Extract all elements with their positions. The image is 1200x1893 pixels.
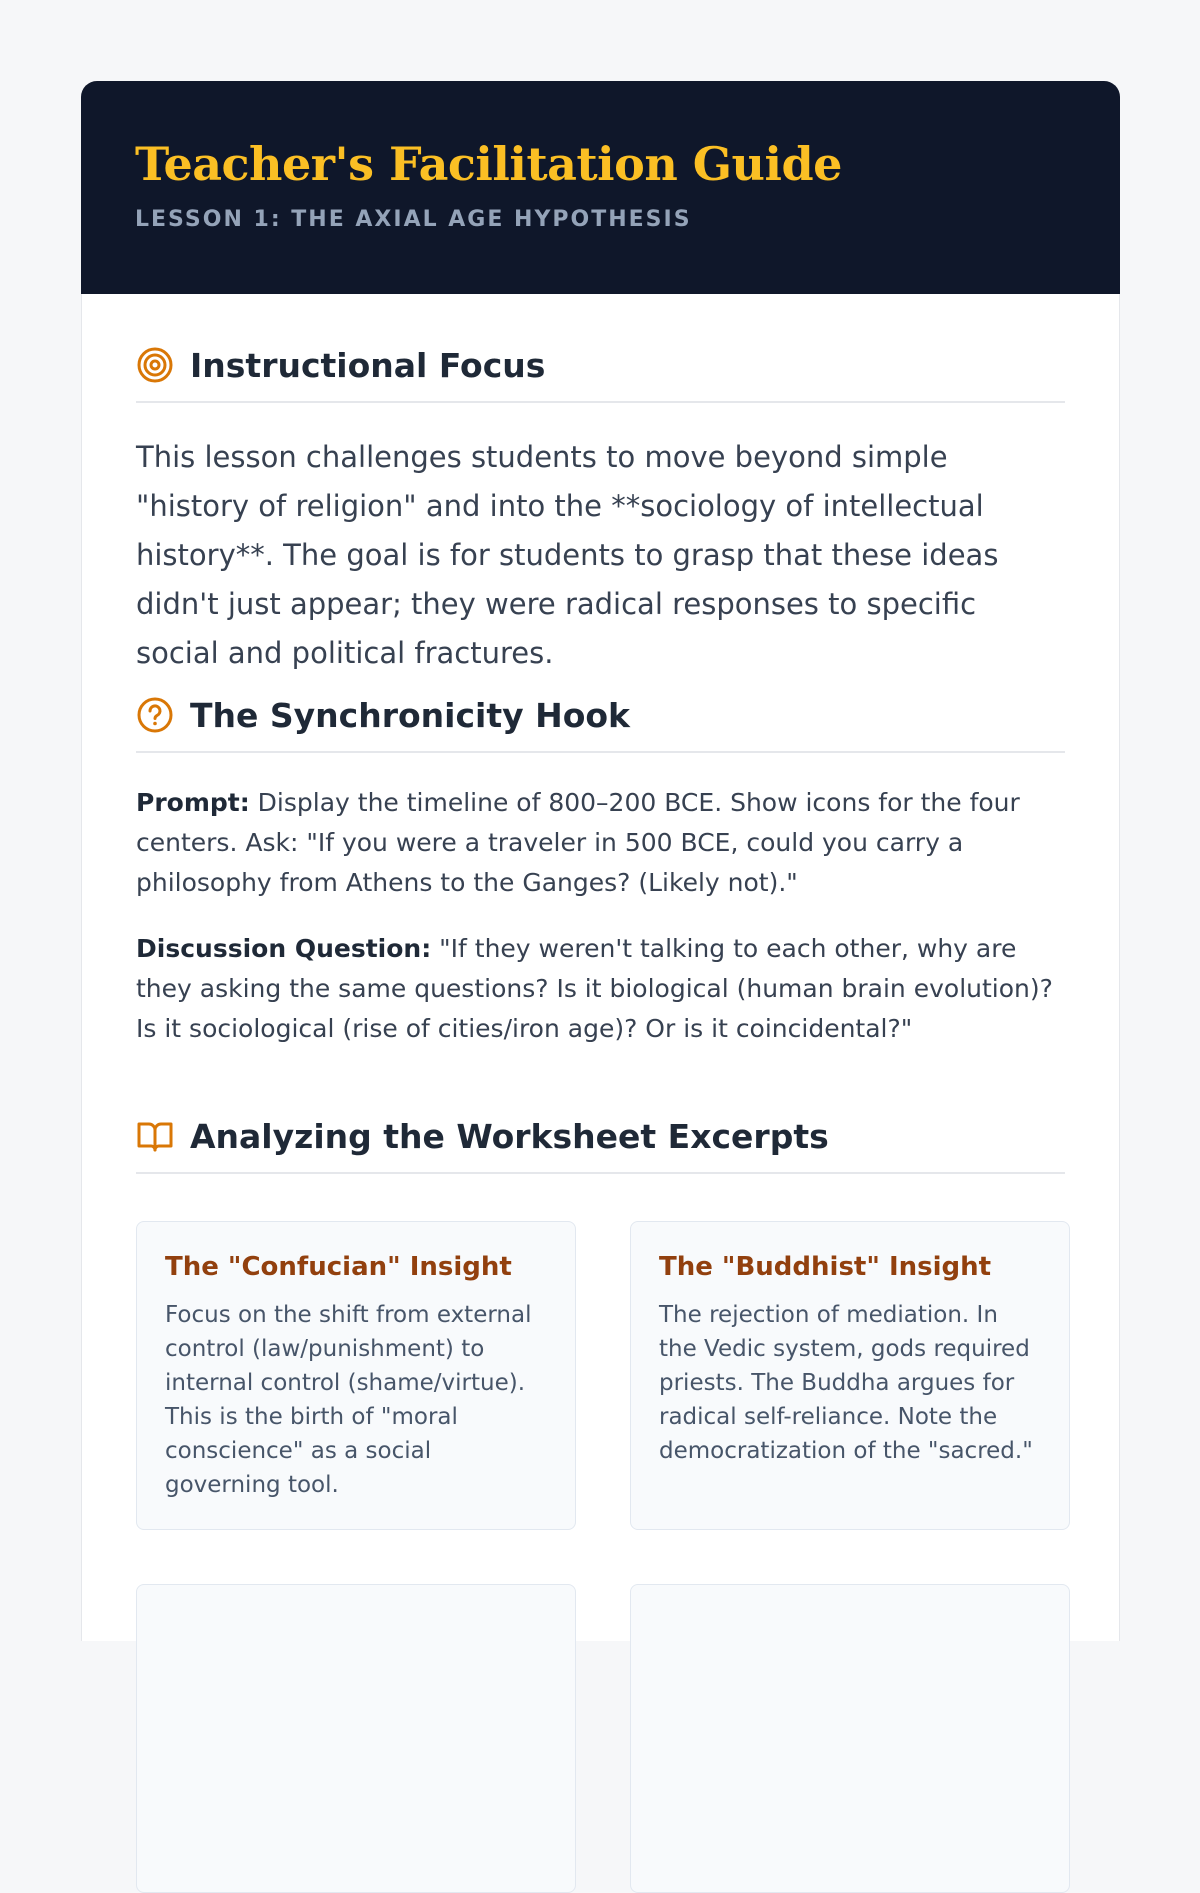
card-text: The rejection of mediation. In the Vedic system, gods required priests. The Buddha argues for radical self-reliance. Note the democratization of the "sacred.": [659, 1302, 1033, 1464]
page-title: Teacher's Facilitation Guide: [135, 137, 842, 191]
card-text: Focus on the shift from external control (law/punishment) to internal control (shame/virtue). This is the birth of "moral conscience" as a social governing tool.: [165, 1302, 532, 1498]
section-title: The Synchronicity Hook: [190, 695, 631, 735]
discussion-question-label: Discussion Question:: [136, 934, 432, 963]
section-header: [136, 1112, 1065, 1174]
lesson-subtitle: LESSON 1: THE AXIAL AGE HYPOTHESIS: [135, 207, 692, 232]
insight-cards: [136, 1221, 1065, 1893]
section-title: Analyzing the Worksheet Excerpts: [190, 1116, 829, 1156]
target-icon: [136, 346, 174, 384]
prompt-text: Display the timeline of 800–200 BCE. Show icons for the four centers. Ask: "If you were a traveler in 500 BCE, could you carry a philosophy from Athens to the Ganges? (Likely not).": [136, 788, 1020, 897]
section-worksheet-excerpts: [136, 1112, 1065, 1174]
section-header: [136, 691, 1065, 753]
question-circle-icon: [136, 696, 174, 734]
open-book-icon: [136, 1117, 174, 1155]
card-title: The "Buddhist" Insight: [659, 1252, 992, 1282]
section-synchronicity-hook: [136, 691, 1065, 1049]
insight-card: [136, 1584, 576, 1893]
discussion-question-paragraph: [136, 929, 1065, 1049]
guide-header: [81, 81, 1120, 294]
discussion-question-text: "If they weren't talking to each other, why are they asking the same questions? Is it biological (human brain evolution)? Is it sociological (rise of cities/iron age)? Or is it coincidental?": [136, 934, 1053, 1043]
prompt-paragraph: [136, 783, 1065, 903]
guide-page: [81, 81, 1120, 1641]
section-text: This lesson challenges students to move beyond simple "history of religion" and into the **sociology of intellectual history**. The goal is for students to grasp that these ideas didn't just appear; they were radical responses to specific social and political fractures.: [136, 440, 999, 670]
insight-card-confucian: [136, 1221, 576, 1530]
section-title: Instructional Focus: [190, 345, 546, 385]
prompt-label: Prompt:: [136, 788, 250, 817]
card-title: The "Confucian" Insight: [165, 1252, 512, 1282]
insight-card-buddhist: [630, 1221, 1070, 1530]
guide-body: [81, 294, 1120, 1641]
insight-card: [630, 1584, 1070, 1893]
section-header: [136, 341, 1065, 403]
section-instructional-focus: [136, 341, 1065, 678]
